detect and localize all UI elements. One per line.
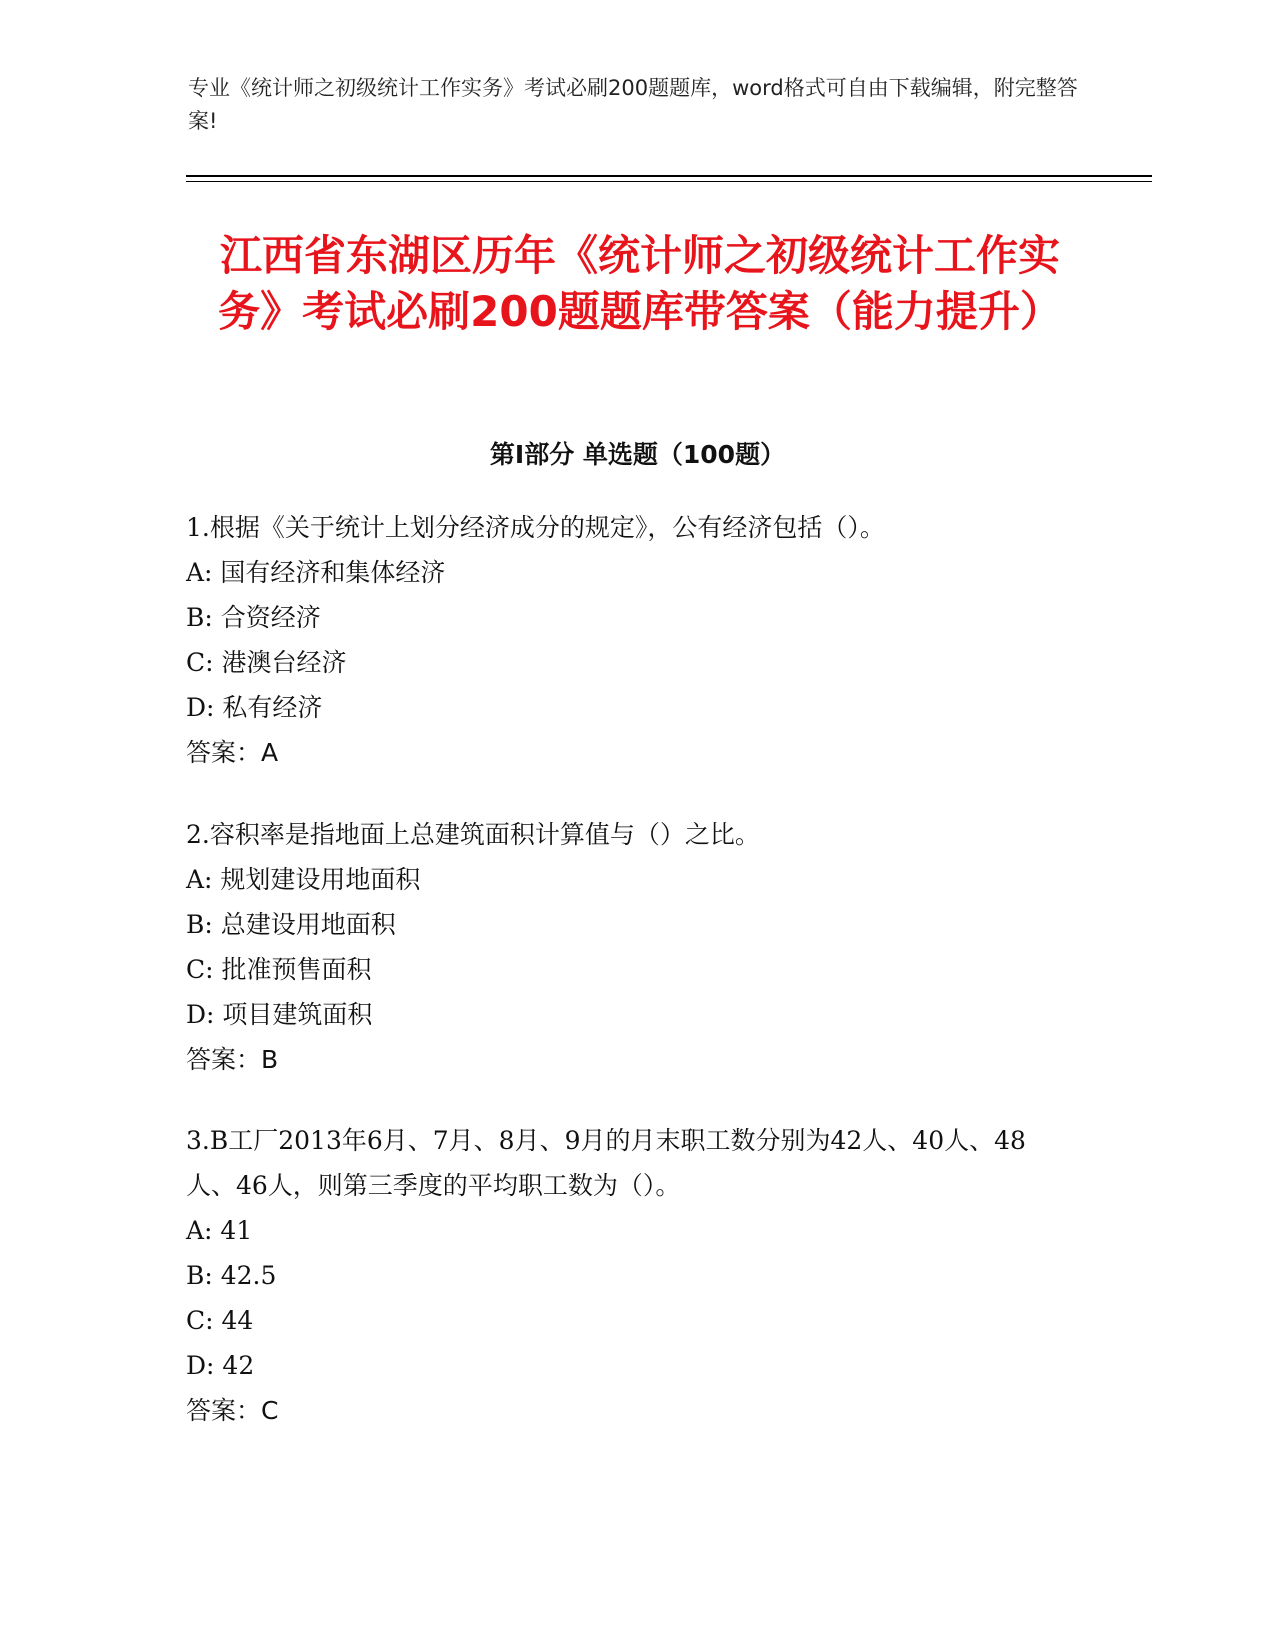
answer: 答案：A — [186, 738, 279, 767]
answer: 答案：C — [186, 1396, 279, 1425]
question-1 — [186, 505, 1046, 775]
option-d: D: 42 — [186, 1351, 255, 1380]
option-c: C: 港澳台经济 — [186, 648, 347, 677]
option-d: D: 私有经济 — [186, 693, 323, 722]
document-title: 江西省东湖区历年《统计师之初级统计工作实务》考试必刷200题题库带答案（能力提升） — [218, 231, 1062, 336]
option-b: B: 总建设用地面积 — [186, 910, 396, 939]
option-b: B: 合资经济 — [186, 603, 321, 632]
answer: 答案：B — [186, 1045, 279, 1074]
option-b: B: 42.5 — [186, 1261, 277, 1290]
section-title: 第I部分 单选题（100题） — [489, 440, 786, 469]
option-c: C: 44 — [186, 1306, 254, 1335]
option-a: A: 规划建设用地面积 — [186, 865, 421, 894]
header-note: 专业《统计师之初级统计工作实务》考试必刷200题题库，word格式可自由下载编辑，附完整答案! — [188, 76, 1078, 133]
header-rule-thin — [186, 181, 1152, 182]
option-d: D: 项目建筑面积 — [186, 1000, 373, 1029]
option-a: A: 国有经济和集体经济 — [186, 558, 446, 587]
question-3 — [186, 1118, 1046, 1433]
header-rule-thick — [186, 175, 1152, 177]
question-stem: 2.容积率是指地面上总建筑面积计算值与（）之比。 — [186, 820, 760, 849]
option-a: A: 41 — [186, 1216, 253, 1245]
question-stem: 3.B工厂2013年6月、7月、8月、9月的月末职工数分别为42人、40人、48人、46人，则第三季度的平均职工数为（）。 — [186, 1126, 1026, 1200]
question-stem: 1.根据《关于统计上划分经济成分的规定》，公有经济包括（）。 — [186, 513, 885, 542]
question-2 — [186, 812, 1046, 1082]
option-c: C: 批准预售面积 — [186, 955, 372, 984]
